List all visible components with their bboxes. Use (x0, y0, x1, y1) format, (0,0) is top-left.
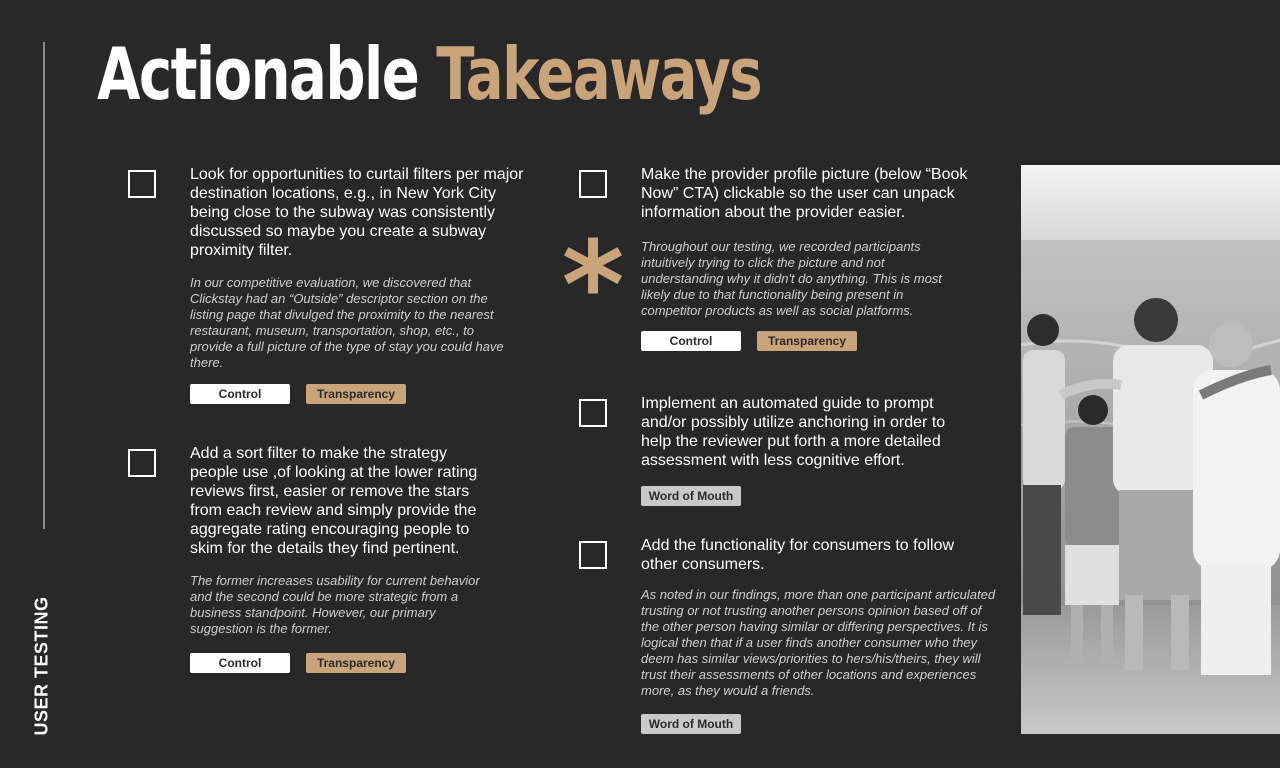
takeaway-headline: Add a sort filter to make the strategy people use ,of looking at the lower rating reviews first, easier or remove the stars from each review and simply provide the aggregate rating encouraging people to skim for the details they find pertinent. (190, 445, 478, 557)
tag-control: Control (190, 653, 290, 673)
takeaway-checkbox[interactable] (579, 399, 607, 427)
tag-control: Control (641, 331, 741, 351)
vertical-divider (43, 42, 45, 529)
tag-control: Control (190, 384, 290, 404)
title-word-1: Actionable (97, 32, 419, 116)
tag-word-of-mouth: Word of Mouth (641, 714, 741, 734)
takeaway-note: As noted in our findings, more than one participant articulated trusting or not trusting another persons opinion based off of the other person having similar or differing perspectives. It is logical then that if a user finds another consumer who they deem has similar views/priorities to hers/his/theirs, they will trust their assessments of other locations and experiences more, as they would a friends. (641, 587, 996, 698)
takeaway-checkbox[interactable] (128, 449, 156, 477)
takeaway-headline: Look for opportunities to curtail filters per major destination locations, e.g., in New York City being close to the subway was consistently discussed so maybe you create a subway proximity filter. (190, 166, 524, 259)
title-word-2: Takeaways (436, 32, 762, 116)
takeaway-note: In our competitive evaluation, we discovered that Clickstay had an “Outside” descriptor section on the listing page that divulged the proximity to the nearest restaurant, museum, transportation, shop, etc., to provide a full picture of the type of stay you could have there. (190, 275, 504, 370)
takeaway-headline: Make the provider profile picture (below “Book Now” CTA) clickable so the user can unpack information about the provider easier. (641, 166, 968, 221)
takeaway-headline: Add the functionality for consumers to follow other consumers. (641, 537, 955, 573)
takeaway-checkbox[interactable] (579, 541, 607, 569)
family-beach-photo (1021, 165, 1280, 734)
section-label: USER TESTING (31, 596, 52, 736)
takeaway-note: The former increases usability for current behavior and the second could be more strategic from a business standpoint. However, our primary suggestion is the former. (190, 573, 480, 636)
takeaway-note: Throughout our testing, we recorded participants intuitively trying to click the picture and not understanding why it didn't do anything. This is most likely due to that functionality being present in competitor products as well as social platforms. (641, 239, 942, 318)
tag-transparency: Transparency (306, 384, 406, 404)
takeaway-checkbox[interactable] (579, 170, 607, 198)
slide-title (97, 28, 761, 120)
asterisk-icon: * (561, 217, 625, 356)
tag-transparency: Transparency (757, 331, 857, 351)
takeaway-checkbox[interactable] (128, 170, 156, 198)
takeaway-headline: Implement an automated guide to prompt and/or possibly utilize anchoring in order to help the reviewer put forth a more detailed assessment with less cognitive effort. (641, 395, 946, 469)
tag-transparency: Transparency (306, 653, 406, 673)
tag-word-of-mouth: Word of Mouth (641, 486, 741, 506)
